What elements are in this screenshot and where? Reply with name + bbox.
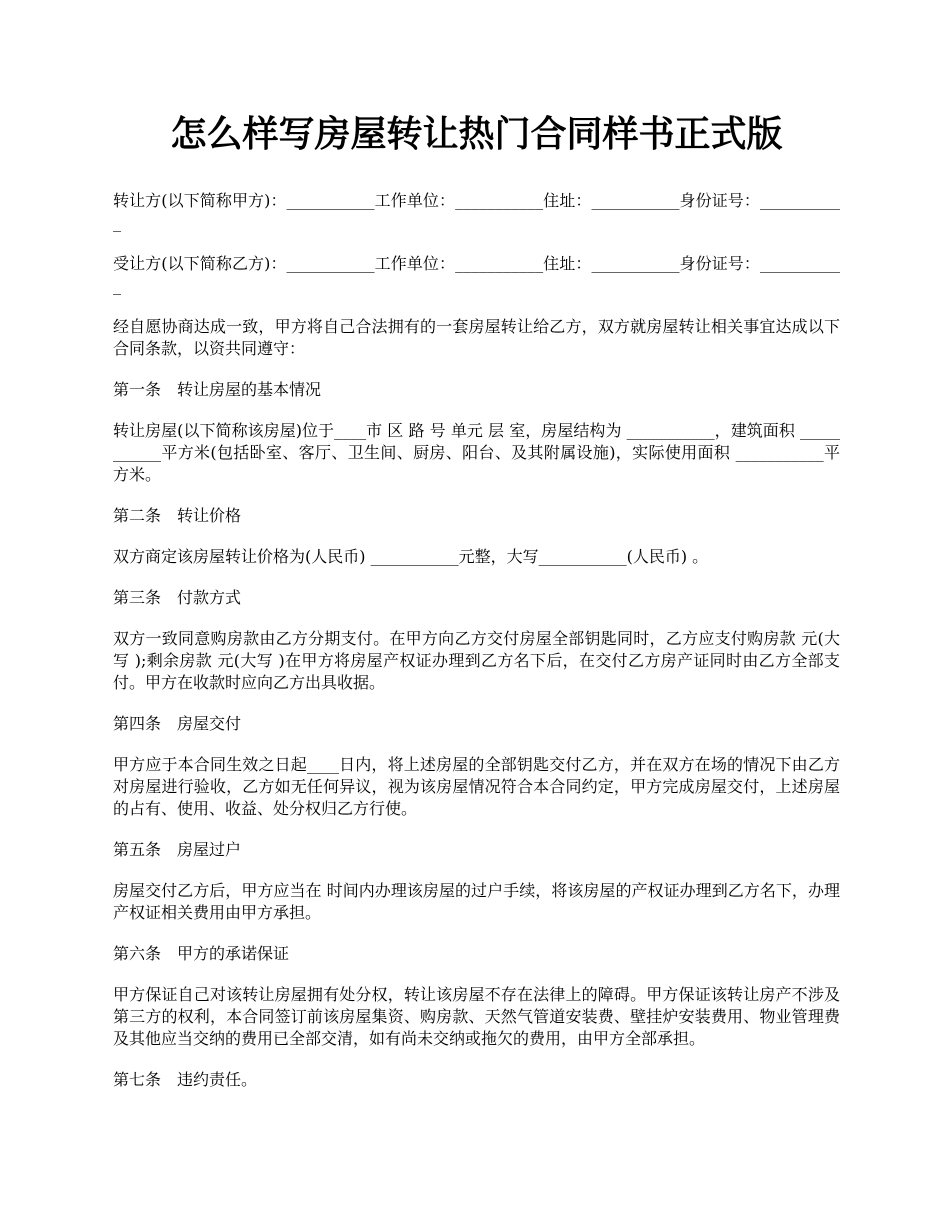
article-6-body: 甲方保证自己对该转让房屋拥有处分权，转让该房屋不存在法律上的障碍。甲方保证该转让房产不涉及第三方的权利，本合同签订前该房屋集资、购房款、天然气管道安装费、壁挂炉安装费用、物业管理费及其他应当交纳的费用已全部交清，如有尚未交纳或拖欠的费用，由甲方全部承担。: [113, 985, 840, 1048]
article-6-heading: 第六条 甲方的承诺保证: [113, 944, 290, 963]
article-2-heading: 第二条 转让价格: [113, 506, 242, 525]
article-3-body: 双方一致同意购房款由乙方分期支付。在甲方向乙方交付房屋全部钥匙同时，乙方应支付购房款 元(大写 );剩余房款 元(大写 )在甲方将房屋产权证办理到乙方名下后，在交付乙方房产证同时由乙方全部支付。甲方在收款时应向乙方出具收据。: [113, 629, 840, 692]
article-5-heading: 第五条 房屋过户: [113, 840, 242, 859]
article-1-heading: 第一条 转让房屋的基本情况: [113, 380, 322, 399]
article-4-body: 甲方应于本合同生效之日起____日内，将上述房屋的全部钥匙交付乙方，并在双方在场的情况下由乙方对房屋进行验收，乙方如无任何异议，视为该房屋情况符合本合同约定，甲方完成房屋交付，上述房屋的占有、使用、收益、处分权归乙方行使。: [113, 755, 840, 818]
article-3-heading: 第三条 付款方式: [113, 588, 242, 607]
document-title: 怎么样写房屋转让热门合同样书正式版: [170, 113, 783, 155]
article-1-body: 转让房屋(以下简称该房屋)位于____市 区 路 号 单元 层 室，房屋结构为 ___________，建筑面积 ___________平方米(包括卧室、客厅、卫生间、厨房、阳台、及其附属设施)，实际使用面积 ___________平方米。: [113, 421, 840, 484]
contract-page: [113, 108, 840, 1110]
article-2-body: 双方商定该房屋转让价格为(人民币) ___________元整，大写___________(人民币) 。: [113, 547, 709, 566]
transferee-info: 受让方(以下简称乙方)：___________工作单位：___________住址：___________身份证号：___________: [113, 254, 840, 295]
transferor-info: 转让方(以下简称甲方)：___________工作单位：___________住址：___________身份证号：___________: [113, 191, 840, 232]
article-5-body: 房屋交付乙方后，甲方应当在 时间内办理该房屋的过户手续，将该房屋的产权证办理到乙方名下，办理产权证相关费用由甲方承担。: [113, 881, 840, 922]
article-4-heading: 第四条 房屋交付: [113, 714, 242, 733]
preamble: 经自愿协商达成一致，甲方将自己合法拥有的一套房屋转让给乙方，双方就房屋转让相关事宜达成以下合同条款，以资共同遵守：: [113, 317, 840, 358]
article-7-heading: 第七条 违约责任。: [113, 1070, 258, 1089]
